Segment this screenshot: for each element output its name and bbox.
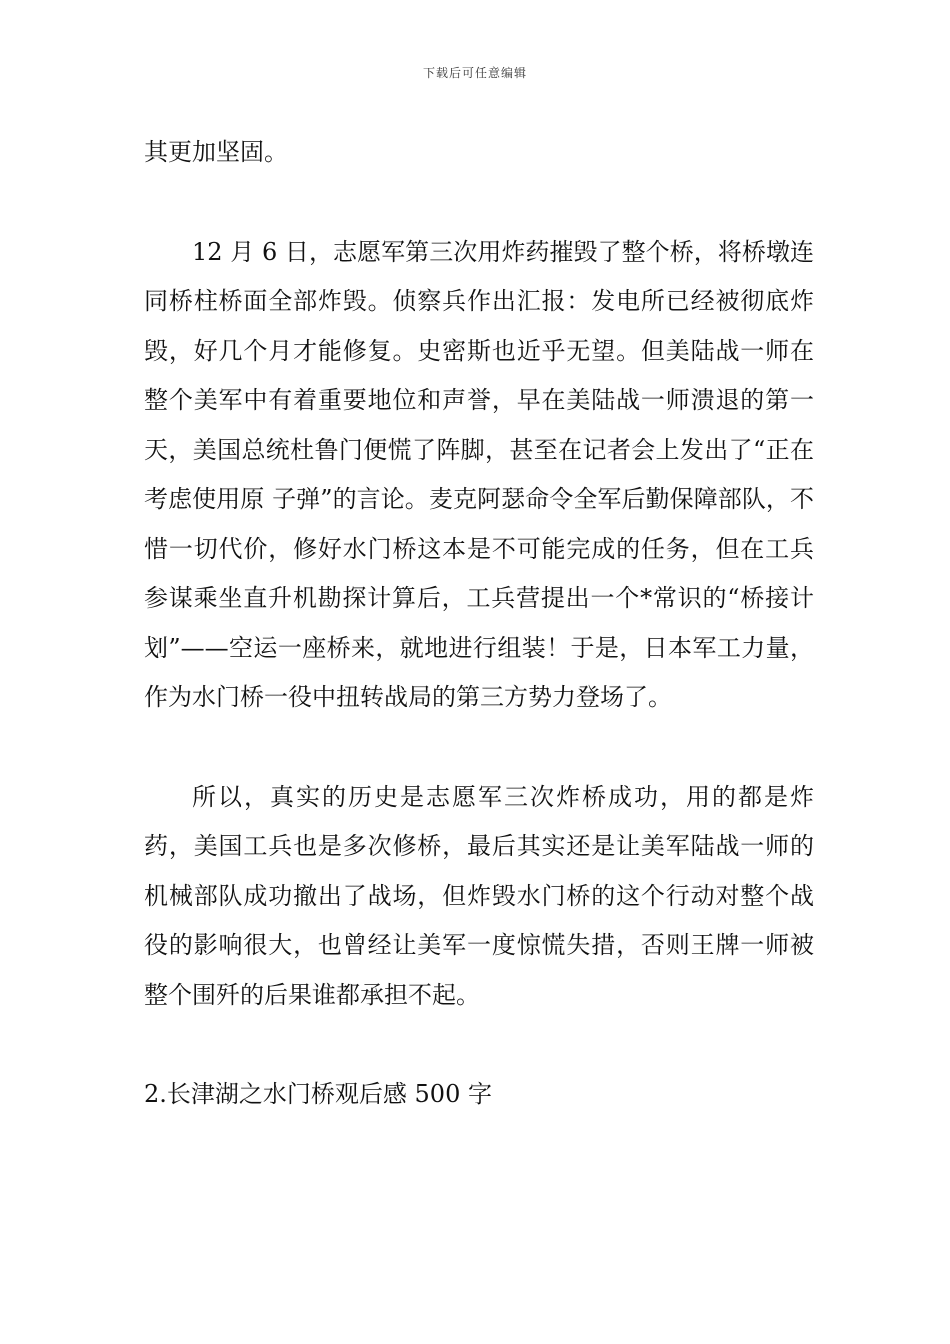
paragraph-bridge-destruction: 12 月 6 日，志愿军第三次用炸药摧毁了整个桥，将桥墩连同桥柱桥面全部炸毁。侦察兵作出汇报：发电所已经被彻底炸毁，好几个月才能修复。史密斯也近乎无望。但美陆战一师在整个美军中有着重要地位和声誉，早在美陆战一师溃退的第一天，美国总统杜鲁门便慌了阵脚，甚至在记者会上发出了“正在考虑使用原 子弹”的言论。麦克阿瑟命令全军后勤保障部队，不惜一切代价，修好水门桥这本是不可能完成的任务，但在工兵参谋乘坐直升机勘探计算后，工兵营提出一个*常识的“桥接计划”——空运一座桥来，就地进行组装！于是，日本军工力量，作为水门桥一役中扭转战局的第三方势力登场了。: [144, 237, 814, 711]
page-header: 下载后可任意编辑: [422, 66, 527, 80]
section-heading: 2.长津湖之水门桥观后感 500 字: [144, 1080, 492, 1108]
document-body: [144, 128, 814, 1120]
paragraph-continuation: 其更加坚固。: [144, 138, 288, 166]
paragraph-conclusion: 所以，真实的历史是志愿军三次炸桥成功，用的都是炸药，美国工兵也是多次修桥，最后其实还是让美军陆战一师的机械部队成功撤出了战场，但炸毁水门桥的这个行动对整个战役的影响很大，也曾经让美军一度惊慌失措，否则王牌一师被整个围歼的后果谁都承担不起。: [144, 782, 814, 1009]
